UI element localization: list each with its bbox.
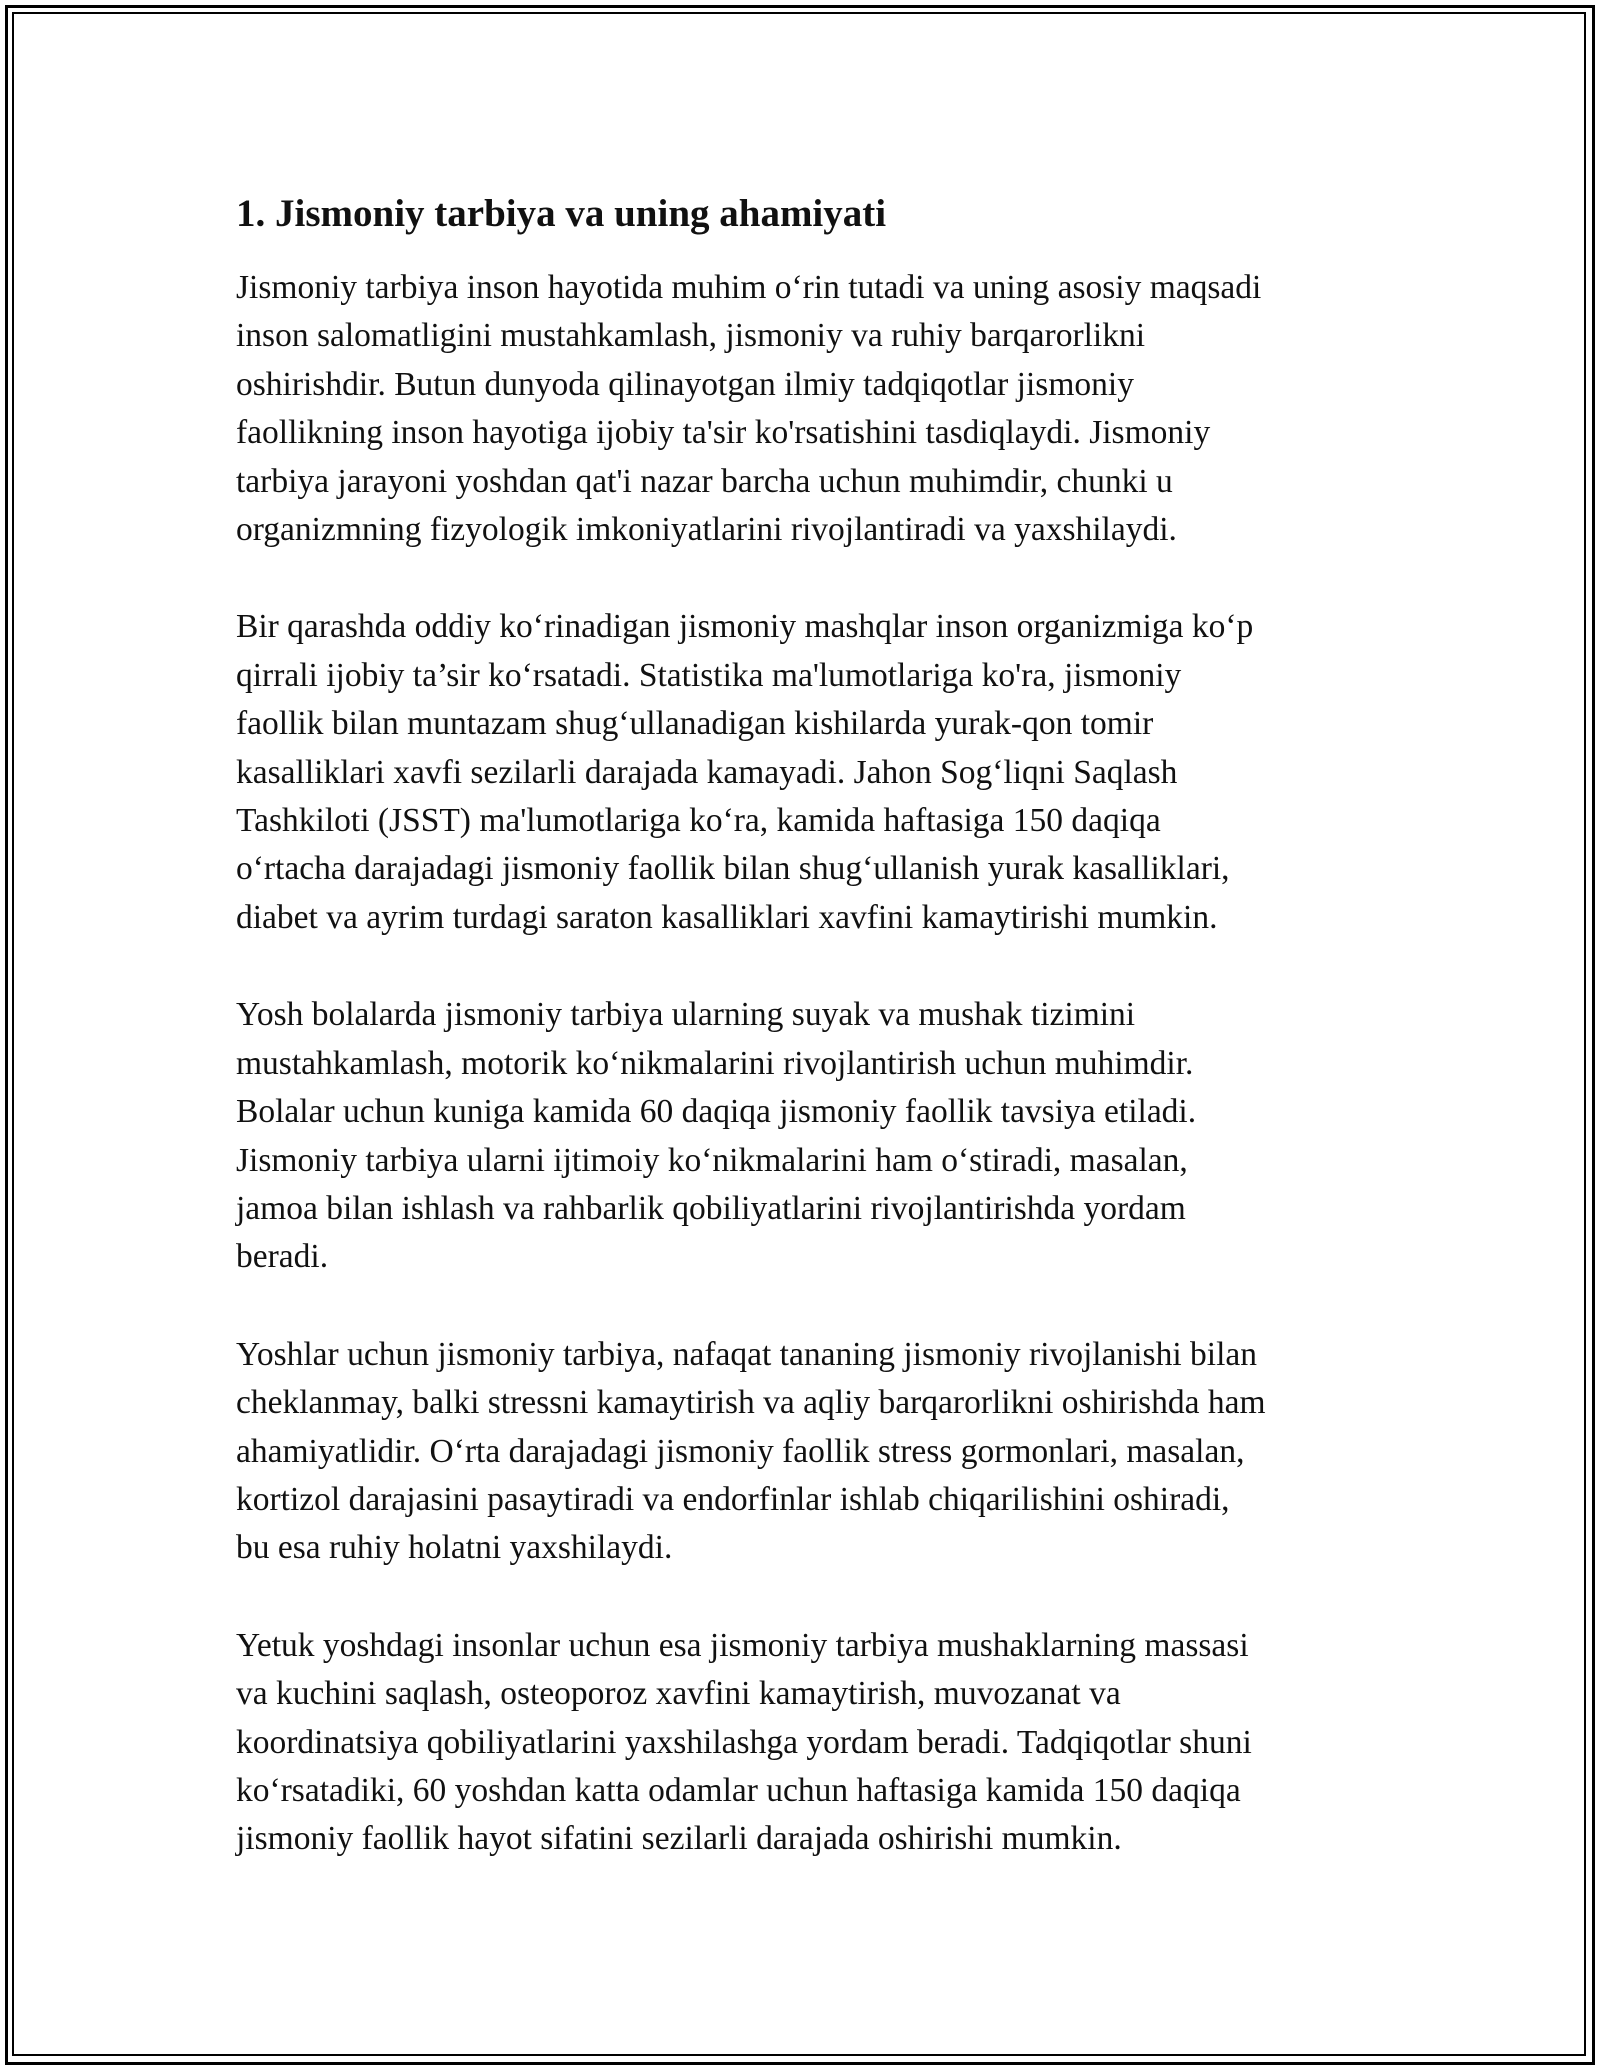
paragraph-line: o‘rtacha darajadagi jismoniy faollik bilan shug‘ullanish yurak kasalliklari,: [236, 850, 1230, 888]
paragraph-line: kortizol darajasini pasaytiradi va endorfinlar ishlab chiqarilishini oshiradi,: [236, 1480, 1230, 1518]
paragraph-line: oshirishdir. Butun dunyoda qilinayotgan ilmiy tadqiqotlar jismoniy: [236, 365, 1134, 403]
paragraph-line: Jismoniy tarbiya ularni ijtimoiy ko‘nikmalarini ham o‘stiradi, masalan,: [236, 1141, 1188, 1179]
paragraph-line: faollikning inson hayotiga ijobiy ta'sir ko'rsatishini tasdiqlaydi. Jismoniy: [236, 414, 1211, 452]
paragraph-line: Bolalar uchun kuniga kamida 60 daqiqa jismoniy faollik tavsiya etiladi.: [236, 1093, 1197, 1131]
paragraph-line: Jismoniy tarbiya inson hayotida muhim o‘rin tutadi va uning asosiy maqsadi: [236, 269, 1262, 306]
paragraph-line: Bir qarashda oddiy ko‘rinadigan jismoniy mashqlar inson organizmiga ko‘p: [236, 608, 1254, 646]
paragraph-line: tarbiya jarayoni yoshdan qat'i nazar barcha uchun muhimdir, chunki u: [236, 462, 1173, 500]
paragraph-line: jamoa bilan ishlash va rahbarlik qobiliyatlarini rivojlantirishda yordam: [236, 1189, 1186, 1227]
paragraph-line: Yosh bolalarda jismoniy tarbiya ularning suyak va mushak tizimini: [236, 996, 1136, 1034]
paragraph: [236, 1622, 1376, 1864]
paragraph: [236, 991, 1376, 1281]
paragraph-line: ahamiyatlidir. O‘rta darajadagi jismoniy faollik stress gormonlari, masalan,: [236, 1432, 1245, 1470]
paragraph-list: [236, 264, 1376, 1864]
paragraph-line: mustahkamlash, motorik ko‘nikmalarini rivojlantirish uchun muhimdir.: [236, 1044, 1194, 1082]
paragraph-line: jismoniy faollik hayot sifatini sezilarli darajada oshirishi mumkin.: [236, 1820, 1122, 1858]
paragraph-line: organizmning fizyologik imkoniyatlarini rivojlantiradi va yaxshilaydi.: [236, 511, 1177, 549]
paragraph-line: Yoshlar uchun jismoniy tarbiya, nafaqat tananing jismoniy rivojlanishi bilan: [236, 1335, 1257, 1373]
paragraph: [236, 603, 1376, 942]
paragraph-line: inson salomatligini mustahkamlash, jismoniy va ruhiy barqarorlikni: [236, 317, 1146, 355]
paragraph-line: bu esa ruhiy holatni yaxshilaydi.: [236, 1529, 673, 1567]
paragraph-line: faollik bilan muntazam shug‘ullanadigan kishilarda yurak-qon tomir: [236, 705, 1154, 743]
paragraph-line: cheklanmay, balki stressni kamaytirish va aqliy barqarorlikni oshirishda ham: [236, 1384, 1266, 1422]
paragraph: [236, 264, 1376, 554]
paragraph-line: Yetuk yoshdagi insonlar uchun esa jismoniy tarbiya mushaklarning massasi: [236, 1626, 1249, 1664]
document-body: [236, 186, 1376, 1913]
paragraph-line: diabet va ayrim turdagi saraton kasalliklari xavfini kamaytirishi mumkin.: [236, 898, 1218, 936]
paragraph-line: koordinatsiya qobiliyatlarini yaxshilashga yordam beradi. Tadqiqotlar shuni: [236, 1723, 1252, 1761]
paragraph-line: Tashkiloti (JSST) ma'lumotlariga ko‘ra, kamida haftasiga 150 daqiqa: [236, 802, 1161, 840]
paragraph-line: qirrali ijobiy ta’sir ko‘rsatadi. Statistika ma'lumotlariga ko'ra, jismoniy: [236, 656, 1182, 694]
paragraph-line: beradi.: [236, 1238, 329, 1276]
paragraph-line: kasalliklari xavfi sezilarli darajada kamayadi. Jahon Sog‘liqni Saqlash: [236, 753, 1178, 791]
paragraph: [236, 1331, 1376, 1573]
section-heading: 1. Jismoniy tarbiya va uning ahamiyati: [236, 192, 887, 235]
paragraph-line: va kuchini saqlash, osteoporoz xavfini kamaytirish, muvozanat va: [236, 1675, 1121, 1713]
paragraph-line: ko‘rsatadiki, 60 yoshdan katta odamlar uchun haftasiga kamida 150 daqiqa: [236, 1771, 1241, 1809]
